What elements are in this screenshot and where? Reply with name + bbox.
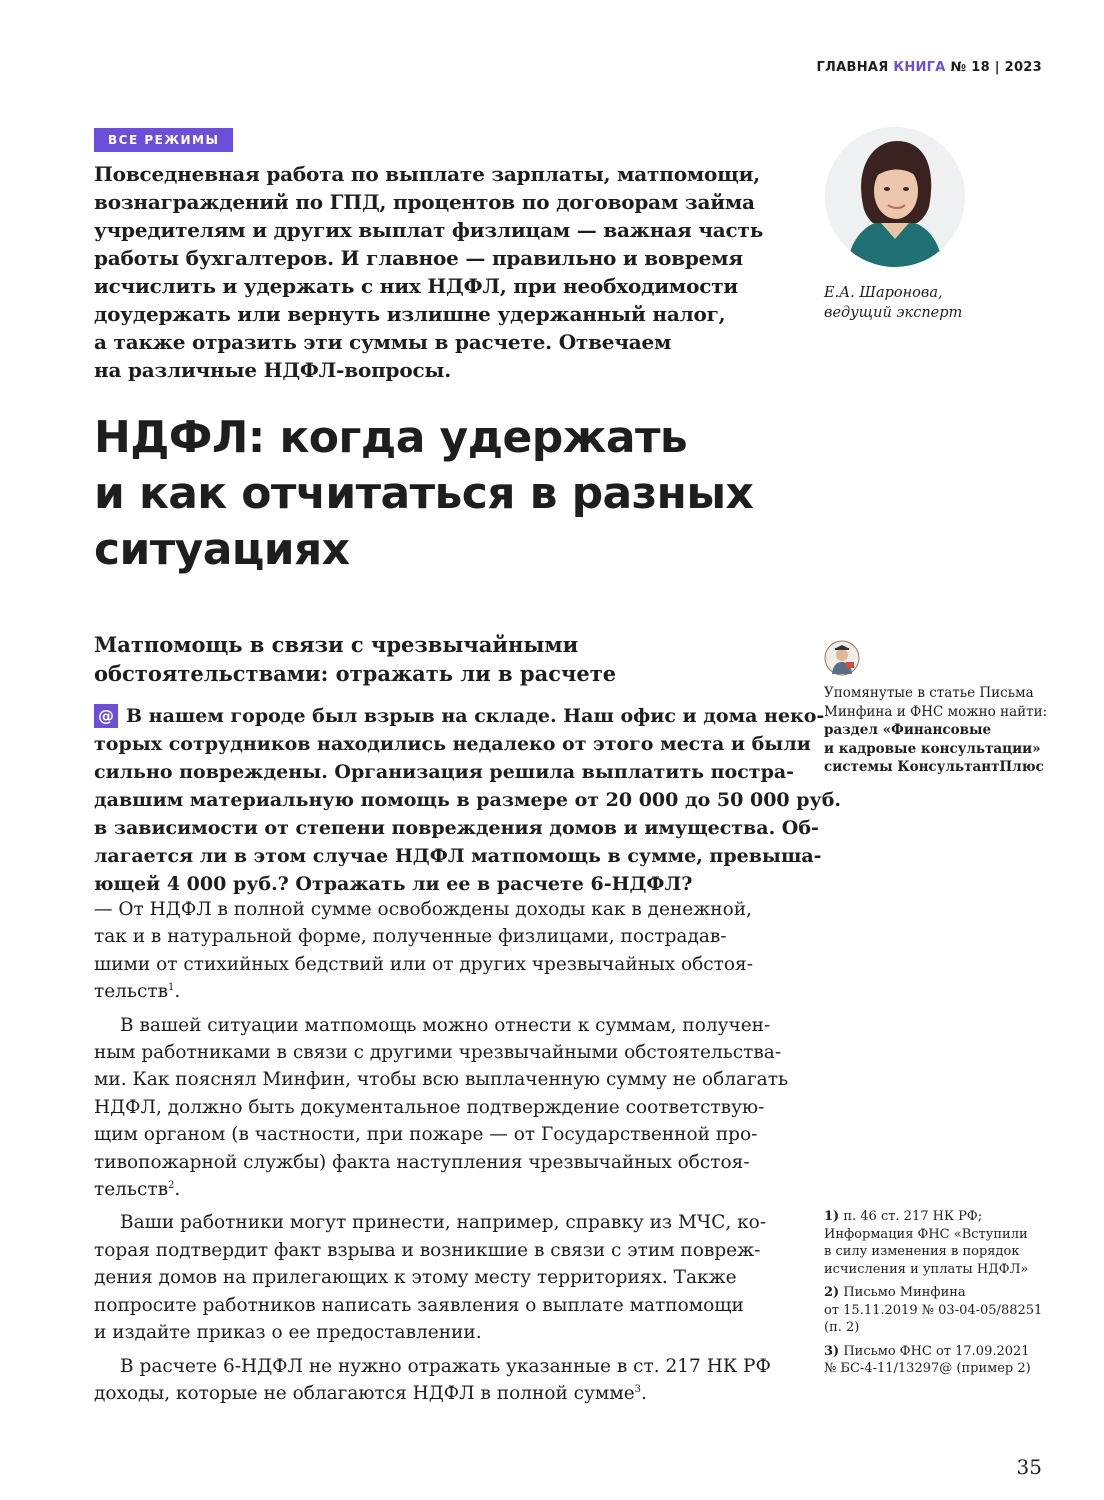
body-text: . <box>174 981 181 1003</box>
question-line <box>94 702 825 730</box>
body-line: шими от стихийных бедствий или от других чрезвычайных обстоя- <box>94 953 753 975</box>
body-text: . <box>174 1179 181 1201</box>
lead-paragraph <box>94 160 774 384</box>
page-number: 35 <box>1016 1455 1042 1479</box>
body-line: так и в натуральной форме, полученные физлицами, пострадав- <box>94 926 727 948</box>
consultant-icon <box>824 640 860 676</box>
question-line: лагается ли в этом случае НДФЛ матпомощь в сумме, превыша- <box>94 845 822 867</box>
body-line: и издайте приказ о ее предоставлении. <box>94 1322 482 1344</box>
footnotes <box>824 1208 1064 1384</box>
side-note-bold-line: и кадровые консультации» <box>824 740 1041 757</box>
body-line: — От НДФЛ в полной сумме освобождены доходы как в денежной, <box>94 899 752 920</box>
author-caption <box>824 283 962 323</box>
answer-paragraph <box>94 1353 794 1408</box>
footnote-number: 1) <box>824 1209 840 1224</box>
article-title <box>94 410 854 578</box>
question-line: ющей 4 000 руб.? Отражать ли ее в расчете 6-НДФЛ? <box>94 873 693 895</box>
side-note <box>824 684 1064 777</box>
issue-number: № 18 | 2023 <box>950 60 1042 75</box>
body-line: тивопожарной службы) факта наступления чрезвычайных обстоя- <box>94 1151 750 1173</box>
footnote-number: 3) <box>824 1343 840 1359</box>
body-line: В расчете 6-НДФЛ не нужно отражать указанные в ст. 217 НК РФ <box>120 1355 771 1377</box>
body-line: ным работниками в связи с другими чрезвычайными обстоятельства- <box>94 1042 782 1064</box>
footnote-text: Письмо Минфина <box>843 1285 966 1300</box>
footnote <box>824 1208 1064 1278</box>
lead-line: работы бухгалтеров. И главное — правильно и вовремя <box>94 246 743 270</box>
question-line: давшим материальную помощь в размере от 20 000 до 50 000 руб. <box>94 789 841 811</box>
reader-question <box>94 702 841 898</box>
body-line: Ваши работники могут принести, например, справку из МЧС, ко- <box>120 1212 767 1234</box>
author-name: Е.А. Шаронова, <box>824 285 943 301</box>
footnote-line: Информация ФНС «Вступили <box>824 1226 1028 1242</box>
body-line <box>94 978 794 1005</box>
author-role: ведущий эксперт <box>824 305 963 321</box>
side-note-bold-line: системы КонсультантПлюс <box>824 759 1044 775</box>
lead-line: учредителям и других выплат физлицам — важная часть <box>94 218 764 242</box>
footnote-ref[interactable]: 1 <box>168 982 175 994</box>
lead-line: доудержать или вернуть излишне удержанный налог, <box>94 302 726 326</box>
body-line: щим органом (в частности, при пожаре — от Государственной про- <box>94 1124 758 1146</box>
author-portrait-image <box>825 127 965 267</box>
question-badge-icon: @ <box>94 704 118 728</box>
section-heading-line: Матпомощь в связи с чрезвычайными <box>94 632 579 657</box>
body-line: НДФЛ, должно быть документальное подтверждение соответствую- <box>94 1096 765 1118</box>
footnote-line <box>824 1343 1064 1361</box>
footnote-line: (п. 2) <box>824 1320 860 1335</box>
answer-body <box>94 896 794 1413</box>
lead-line: а также отразить эти суммы в расчете. Отвечаем <box>94 330 672 354</box>
lead-line: на различные НДФЛ-вопросы. <box>94 358 452 382</box>
lead-line: вознаграждений по ГПД, процентов по договорам займа <box>94 190 755 214</box>
question-line: сильно повреждены. Организация решила выплатить постра- <box>94 761 795 783</box>
footnote-line: от 15.11.2019 № 03-04-05/88251 <box>824 1302 1043 1318</box>
question-line: торых сотрудников находились недалеко от этого места и были <box>94 733 811 755</box>
footnote-text: п. 46 ст. 217 НК РФ; <box>843 1209 983 1224</box>
regime-tag: ВСЕ РЕЖИМЫ <box>94 128 233 152</box>
footnote-number: 2) <box>824 1285 840 1300</box>
footnote-line <box>824 1284 1064 1302</box>
side-note-line: Минфина и ФНС можно найти: <box>824 703 1048 720</box>
body-line: торая подтвердит факт взрыва и возникшие в связи с этим повреж- <box>94 1239 761 1261</box>
body-line: попросите работников написать заявления о выплате матпомощи <box>94 1294 744 1316</box>
footnote <box>824 1343 1064 1378</box>
footnote-line: исчисления и уплаты НДФЛ» <box>824 1261 1029 1277</box>
section-heading-line: обстоятельствами: отражать ли в расчете <box>94 661 617 686</box>
brand-main: ГЛАВНАЯ <box>816 60 889 75</box>
footnote <box>824 1284 1064 1337</box>
footnote-line: в силу изменения в порядок <box>824 1244 1020 1259</box>
answer-paragraph <box>94 1012 794 1204</box>
answer-paragraph <box>94 896 794 1006</box>
body-line: ми. Как пояснял Минфин, чтобы всю выплаченную сумму не облагать <box>94 1069 789 1091</box>
footnote-ref[interactable]: 2 <box>168 1180 175 1192</box>
title-line: ситуациях <box>94 524 350 575</box>
body-text: доходы, которые не облагаются НДФЛ в полной сумме <box>94 1382 635 1404</box>
body-line <box>94 1176 794 1203</box>
footnote-line <box>824 1208 1064 1226</box>
side-note-line: Упомянутые в статье Письма <box>824 685 1034 701</box>
body-text: . <box>641 1382 647 1404</box>
author-photo <box>825 127 965 267</box>
answer-paragraph <box>94 1209 794 1346</box>
body-text: тельств <box>94 981 169 1003</box>
title-line: НДФЛ: когда удержать <box>94 412 688 463</box>
body-line: дения домов на прилегающих к этому месту территориях. Также <box>94 1267 737 1289</box>
lead-line: Повседневная работа по выплате зарплаты, матпомощи, <box>94 162 760 186</box>
brand-accent: КНИГА <box>893 60 946 75</box>
body-line: В вашей ситуации матпомощь можно отнести к суммам, получен- <box>120 1014 771 1036</box>
body-text: тельств <box>94 1179 169 1201</box>
question-text: В нашем городе был взрыв на складе. Наш офис и дома неко- <box>126 705 825 727</box>
body-line <box>94 1380 794 1407</box>
lead-line: исчислить и удержать с них НДФЛ, при необходимости <box>94 274 739 298</box>
side-note-bold-line: раздел «Финансовые <box>824 722 992 738</box>
section-heading <box>94 630 734 688</box>
footnote-ref[interactable]: 3 <box>634 1383 642 1395</box>
question-line: в зависимости от степени повреждения домов и имущества. Об- <box>94 817 819 839</box>
footnote-line: № БС-4-11/13297@ (пример 2) <box>824 1361 1031 1376</box>
magazine-header <box>816 60 1042 75</box>
title-line: и как отчитаться в разных <box>94 468 754 519</box>
footnote-text: Письмо ФНС от 17.09.2021 <box>843 1343 1030 1359</box>
